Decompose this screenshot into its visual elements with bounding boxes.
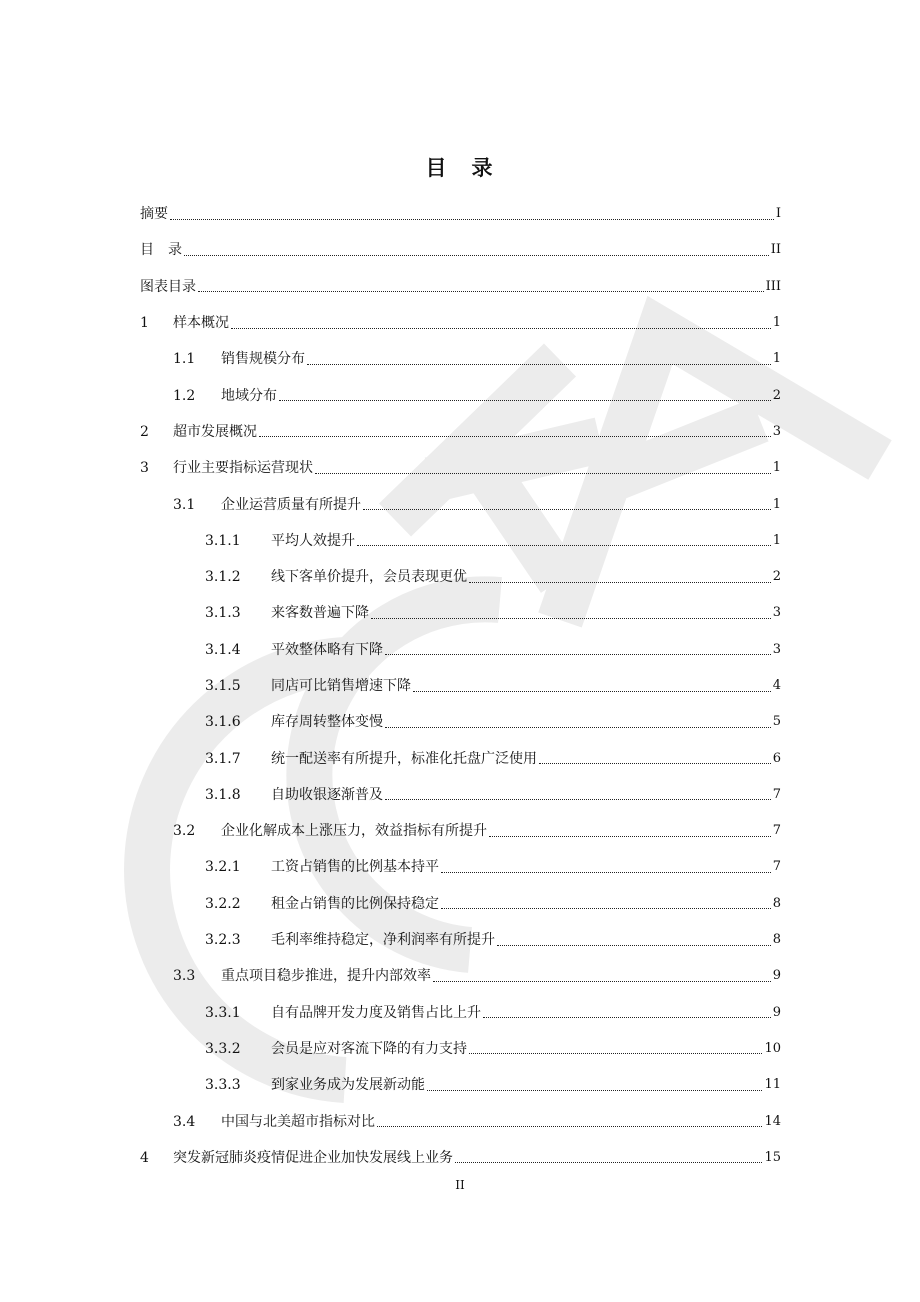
toc-entry-page: 15 (764, 1149, 781, 1165)
toc-entry-number: 3.1.4 (205, 641, 241, 658)
toc-entry-label: 毛利率维持稳定，净利润率有所提升 (271, 932, 495, 949)
toc-entry-label: 中国与北美超市指标对比 (221, 1113, 375, 1130)
toc-dot-leader (483, 1017, 771, 1018)
toc-entry-label: 统一配送率有所提升，标准化托盘广泛使用 (271, 750, 537, 767)
toc-entry[interactable] (140, 1140, 781, 1176)
toc-entry[interactable] (140, 341, 781, 377)
toc-dot-leader (198, 291, 764, 292)
toc-entry-page: 1 (772, 351, 781, 367)
toc-entry-label: 行业主要指标运营现状 (173, 460, 313, 477)
toc-entry-page: 2 (772, 569, 781, 585)
toc-entry-page: 7 (772, 859, 781, 875)
toc-entry[interactable] (140, 1031, 781, 1067)
toc-entry[interactable] (140, 377, 781, 413)
toc-entry-page: 1 (772, 496, 781, 512)
toc-entry-number: 2 (140, 423, 149, 440)
toc-dot-leader (427, 1090, 762, 1091)
toc-entry-page: 7 (772, 786, 781, 802)
toc-entry-number: 1.2 (173, 387, 196, 404)
toc-entry-number: 3.2.3 (205, 932, 241, 949)
toc-dot-leader (307, 364, 771, 365)
toc-dot-leader (539, 763, 771, 764)
toc-entry-page: 2 (772, 387, 781, 403)
toc-entry[interactable] (140, 668, 781, 704)
toc-entry-page: 11 (764, 1077, 781, 1093)
toc-entry-number: 3.1.7 (205, 750, 241, 767)
toc-dot-leader (469, 582, 771, 583)
toc-entry-number: 3.1.3 (205, 605, 241, 622)
toc-entry-page: 6 (772, 750, 781, 766)
toc-entry-page: III (765, 278, 781, 294)
toc-entry[interactable] (140, 777, 781, 813)
toc-entry-number: 3 (140, 460, 149, 477)
toc-entry-number: 1.1 (173, 351, 196, 368)
toc-entry-number: 4 (140, 1149, 149, 1166)
toc-dot-leader (184, 255, 769, 256)
toc-entry-page: 7 (772, 823, 781, 839)
toc-entry[interactable] (140, 559, 781, 595)
toc-dot-leader (469, 1053, 762, 1054)
toc-dot-leader (363, 509, 771, 510)
toc-entry-label: 自有品牌开发力度及销售占比上升 (271, 1004, 481, 1021)
toc-entry-page: 10 (764, 1040, 781, 1056)
toc-entry-number: 3.1 (173, 496, 196, 513)
toc-entry[interactable] (140, 886, 781, 922)
toc-entry-page: 8 (772, 932, 781, 948)
toc-dot-leader (170, 219, 774, 220)
toc-entry[interactable] (140, 196, 781, 232)
toc-entry-number: 3.2 (173, 823, 196, 840)
toc-entry-page: 8 (772, 895, 781, 911)
toc-entry-page: 1 (772, 460, 781, 476)
toc-entry-label: 地域分布 (221, 387, 277, 404)
toc-entry-label: 销售规模分布 (221, 351, 305, 368)
toc-entry-number: 1 (140, 315, 149, 332)
toc-entry[interactable] (140, 922, 781, 958)
toc-entry-page: 3 (772, 605, 781, 621)
toc-entry-label: 库存周转整体变慢 (271, 714, 383, 731)
toc-entry-label: 租金占销售的比例保持稳定 (271, 895, 439, 912)
toc-entry-label: 到家业务成为发展新动能 (271, 1077, 425, 1094)
toc-entry[interactable] (140, 269, 781, 305)
toc-dot-leader (385, 727, 771, 728)
toc-dot-leader (455, 1162, 762, 1163)
footer-page-number: II (455, 1178, 465, 1192)
toc-entry-label: 摘要 (140, 206, 168, 223)
toc-entry-page: 9 (772, 968, 781, 984)
toc-entry-number: 3.1.5 (205, 678, 241, 694)
toc-dot-leader (497, 945, 771, 946)
toc-entry-label: 来客数普遍下降 (271, 605, 369, 622)
toc-entry-number: 3.4 (173, 1113, 196, 1130)
toc-entry[interactable] (140, 450, 781, 486)
toc-entry-page: 4 (772, 678, 781, 693)
toc-entry-page: 1 (772, 315, 781, 331)
toc-entry[interactable] (140, 232, 781, 268)
toc-entry-label: 目 录 (140, 242, 182, 259)
toc-entry-label: 平效整体略有下降 (271, 641, 383, 658)
toc-dot-leader (279, 400, 771, 401)
toc-entry-label: 图表目录 (140, 278, 196, 295)
toc-entry-number: 3.3 (173, 968, 196, 985)
toc-entry-page: I (775, 206, 781, 222)
toc-dot-leader (385, 654, 771, 655)
toc-entry-number: 3.2.2 (205, 895, 241, 912)
toc-title: 目 录 (425, 155, 495, 180)
toc-entry[interactable] (140, 523, 781, 559)
toc-entry-page: 3 (772, 423, 781, 439)
toc-entry-number: 3.1.2 (205, 569, 241, 586)
toc-entry-page: 9 (772, 1004, 781, 1020)
toc-entry-label: 自助收银逐渐普及 (271, 786, 383, 803)
toc-entry[interactable] (140, 704, 781, 740)
toc-entry-number: 3.3.1 (205, 1004, 241, 1021)
toc-entry-label: 线下客单价提升，会员表现更优 (271, 569, 467, 586)
toc-entry-label: 企业运营质量有所提升 (221, 496, 361, 513)
toc-entry-label: 会员是应对客流下降的有力支持 (271, 1040, 467, 1057)
toc-dot-leader (385, 799, 771, 800)
toc-entry[interactable] (140, 849, 781, 885)
toc-entry-number: 3.3.2 (205, 1040, 241, 1057)
toc-entry[interactable] (140, 595, 781, 631)
toc-dot-leader (433, 981, 771, 982)
toc-entry[interactable] (140, 958, 781, 994)
toc-entry-label: 突发新冠肺炎疫情促进企业加快发展线上业务 (173, 1149, 453, 1166)
toc-dot-leader (315, 473, 771, 474)
toc-entry-number: 3.2.1 (205, 859, 241, 876)
toc-dot-leader (231, 328, 771, 329)
toc-entry-page: 5 (772, 714, 781, 730)
toc-entry[interactable] (140, 414, 781, 450)
toc-dot-leader (441, 908, 771, 909)
toc-entry-label: 企业化解成本上涨压力，效益指标有所提升 (221, 823, 487, 840)
toc-dot-leader (489, 836, 771, 837)
toc-entry-label: 平均人效提升 (271, 532, 355, 549)
toc-entry[interactable] (140, 1103, 781, 1139)
toc-entry-page: 1 (772, 532, 781, 548)
toc-entry-number: 3.3.3 (205, 1077, 241, 1094)
toc-entry[interactable] (140, 995, 781, 1031)
toc-entry[interactable] (140, 813, 781, 849)
toc-entry[interactable] (140, 486, 781, 522)
toc-entry-label: 重点项目稳步推进，提升内部效率 (221, 968, 431, 985)
toc-dot-leader (371, 618, 771, 619)
toc-entry[interactable] (140, 305, 781, 341)
toc-entry[interactable] (140, 632, 781, 668)
toc-entry-label: 同店可比销售增速下降 (271, 678, 411, 694)
table-of-contents (140, 196, 781, 1176)
toc-dot-leader (441, 872, 771, 873)
toc-entry-number: 3.1.1 (205, 532, 241, 549)
toc-dot-leader (377, 1126, 762, 1127)
toc-entry-page: 3 (772, 641, 781, 657)
toc-dot-leader (413, 691, 771, 692)
toc-entry-number: 3.1.8 (205, 786, 241, 803)
toc-entry-page: II (770, 242, 781, 258)
toc-entry-label: 工资占销售的比例基本持平 (271, 859, 439, 876)
toc-entry[interactable] (140, 1067, 781, 1103)
toc-entry-number: 3.1.6 (205, 714, 241, 731)
toc-entry-page: 14 (764, 1113, 781, 1129)
toc-dot-leader (357, 545, 771, 546)
toc-entry-label: 样本概况 (173, 315, 229, 332)
toc-dot-leader (259, 436, 771, 437)
toc-entry-label: 超市发展概况 (173, 423, 257, 440)
toc-entry[interactable] (140, 740, 781, 776)
